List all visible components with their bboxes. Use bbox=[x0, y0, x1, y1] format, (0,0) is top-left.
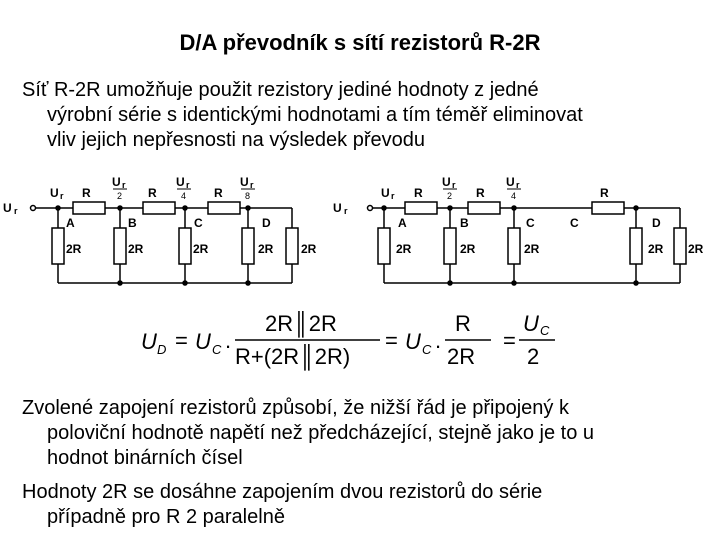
fraction1-numerator: 2R║2R bbox=[265, 311, 337, 336]
node-voltage-label: U bbox=[112, 175, 121, 189]
shunt-resistor bbox=[52, 228, 64, 264]
fraction2-numerator: R bbox=[455, 311, 471, 336]
series-resistor bbox=[143, 202, 175, 214]
shunt-resistor-label: 2R bbox=[460, 242, 476, 256]
shunt-resistor-label: 2R bbox=[688, 242, 704, 256]
series-resistor bbox=[592, 202, 624, 214]
formula-uc: U bbox=[195, 329, 211, 354]
node-voltage-label: U bbox=[50, 186, 59, 200]
fraction2-denominator: 2R bbox=[447, 344, 476, 369]
formula-ud: U bbox=[141, 329, 157, 354]
svg-text:2: 2 bbox=[117, 191, 123, 201]
shunt-resistor bbox=[378, 228, 390, 264]
shunt-resistor bbox=[114, 228, 126, 264]
svg-text:r: r bbox=[122, 180, 126, 190]
series-resistor-label: R bbox=[214, 186, 223, 200]
shunt-resistor bbox=[286, 228, 298, 264]
svg-text:2: 2 bbox=[447, 191, 453, 201]
node-label: D bbox=[652, 216, 661, 230]
svg-text:=: = bbox=[503, 328, 516, 353]
shunt-resistor-label: 2R bbox=[193, 242, 209, 256]
intro-paragraph bbox=[22, 78, 712, 153]
r2r-circuit-diagram bbox=[0, 165, 720, 305]
svg-text:.: . bbox=[225, 328, 232, 353]
node-label: D bbox=[262, 216, 271, 230]
note-paragraph bbox=[22, 480, 712, 530]
svg-text:r: r bbox=[250, 180, 254, 190]
shunt-resistor-label: 2R bbox=[301, 242, 317, 256]
node-label: B bbox=[460, 216, 469, 230]
svg-text:=: = bbox=[385, 328, 398, 353]
text-line: Síť R-2R umožňuje použit rezistory jediné hodnoty z jedné bbox=[22, 79, 539, 101]
svg-text:r: r bbox=[344, 206, 348, 216]
text-line: případně pro R 2 paralelně bbox=[47, 506, 285, 528]
fraction1-denominator: R+(2R║2R) bbox=[235, 344, 351, 369]
series-resistor-label: R bbox=[148, 186, 157, 200]
svg-text:U: U bbox=[405, 329, 421, 354]
svg-text:D: D bbox=[157, 342, 167, 357]
shunt-resistor bbox=[674, 228, 686, 264]
node-label: C bbox=[194, 216, 203, 230]
node-voltage-label: U bbox=[442, 175, 451, 189]
text-line: hodnot binárních čísel bbox=[47, 447, 243, 469]
input-voltage-label: U bbox=[3, 201, 12, 215]
shunt-resistor-label: 2R bbox=[128, 242, 144, 256]
node-voltage-label: U bbox=[240, 175, 249, 189]
divider-formula bbox=[135, 302, 575, 382]
node-label: B bbox=[128, 216, 137, 230]
shunt-resistor bbox=[508, 228, 520, 264]
svg-text:r: r bbox=[452, 180, 456, 190]
series-resistor-label: R bbox=[82, 186, 91, 200]
text-line: Hodnoty 2R se dosáhne zapojením dvou rezistorů do série bbox=[22, 481, 543, 503]
shunt-resistor bbox=[444, 228, 456, 264]
node-voltage-label: U bbox=[176, 175, 185, 189]
shunt-resistor bbox=[179, 228, 191, 264]
shunt-resistor-label: 2R bbox=[648, 242, 664, 256]
series-resistor-label: R bbox=[476, 186, 485, 200]
shunt-resistor-label: 2R bbox=[258, 242, 274, 256]
series-resistor bbox=[73, 202, 105, 214]
node-label: A bbox=[398, 216, 407, 230]
node-label: C bbox=[570, 216, 579, 230]
shunt-resistor bbox=[242, 228, 254, 264]
svg-text:r: r bbox=[516, 180, 520, 190]
svg-text:r: r bbox=[186, 180, 190, 190]
shunt-resistor bbox=[630, 228, 642, 264]
input-voltage-sub: r bbox=[14, 206, 18, 216]
svg-text:=: = bbox=[175, 328, 188, 353]
svg-text:8: 8 bbox=[245, 191, 251, 201]
text-line: Zvolené zapojení rezistorů způsobí, že nižší řád je připojený k bbox=[22, 397, 569, 419]
node-voltage-label: U bbox=[381, 186, 390, 200]
svg-text:C: C bbox=[540, 323, 550, 338]
series-resistor bbox=[405, 202, 437, 214]
series-resistor-label: R bbox=[600, 186, 609, 200]
series-resistor bbox=[468, 202, 500, 214]
svg-text:4: 4 bbox=[181, 191, 187, 201]
fraction3-denominator: 2 bbox=[527, 344, 540, 369]
shunt-resistor-label: 2R bbox=[396, 242, 412, 256]
text-line: poloviční hodnotě napětí než předcházející, stejně jako je to u bbox=[47, 422, 595, 444]
input-voltage-label: U bbox=[333, 201, 342, 215]
text-line: vliv jejich nepřesnosti na výsledek převodu bbox=[47, 129, 425, 151]
node-label: C bbox=[526, 216, 535, 230]
series-resistor bbox=[208, 202, 240, 214]
explanation-paragraph bbox=[22, 396, 712, 471]
svg-text:.: . bbox=[435, 328, 442, 353]
series-resistor-label: R bbox=[414, 186, 423, 200]
node-voltage-label: U bbox=[506, 175, 515, 189]
slide-title: D/A převodník s sítí rezistorů R-2R bbox=[179, 30, 541, 55]
svg-text:4: 4 bbox=[511, 191, 517, 201]
svg-text:r: r bbox=[60, 191, 64, 201]
node-label: A bbox=[66, 216, 75, 230]
svg-text:C: C bbox=[422, 342, 432, 357]
svg-text:r: r bbox=[391, 191, 395, 201]
text-line: výrobní série s identickými hodnotami a tím téměř eliminovat bbox=[47, 104, 583, 126]
shunt-resistor-label: 2R bbox=[66, 242, 82, 256]
shunt-resistor-label: 2R bbox=[524, 242, 540, 256]
fraction3-numerator: U bbox=[523, 311, 539, 336]
svg-text:C: C bbox=[212, 342, 222, 357]
